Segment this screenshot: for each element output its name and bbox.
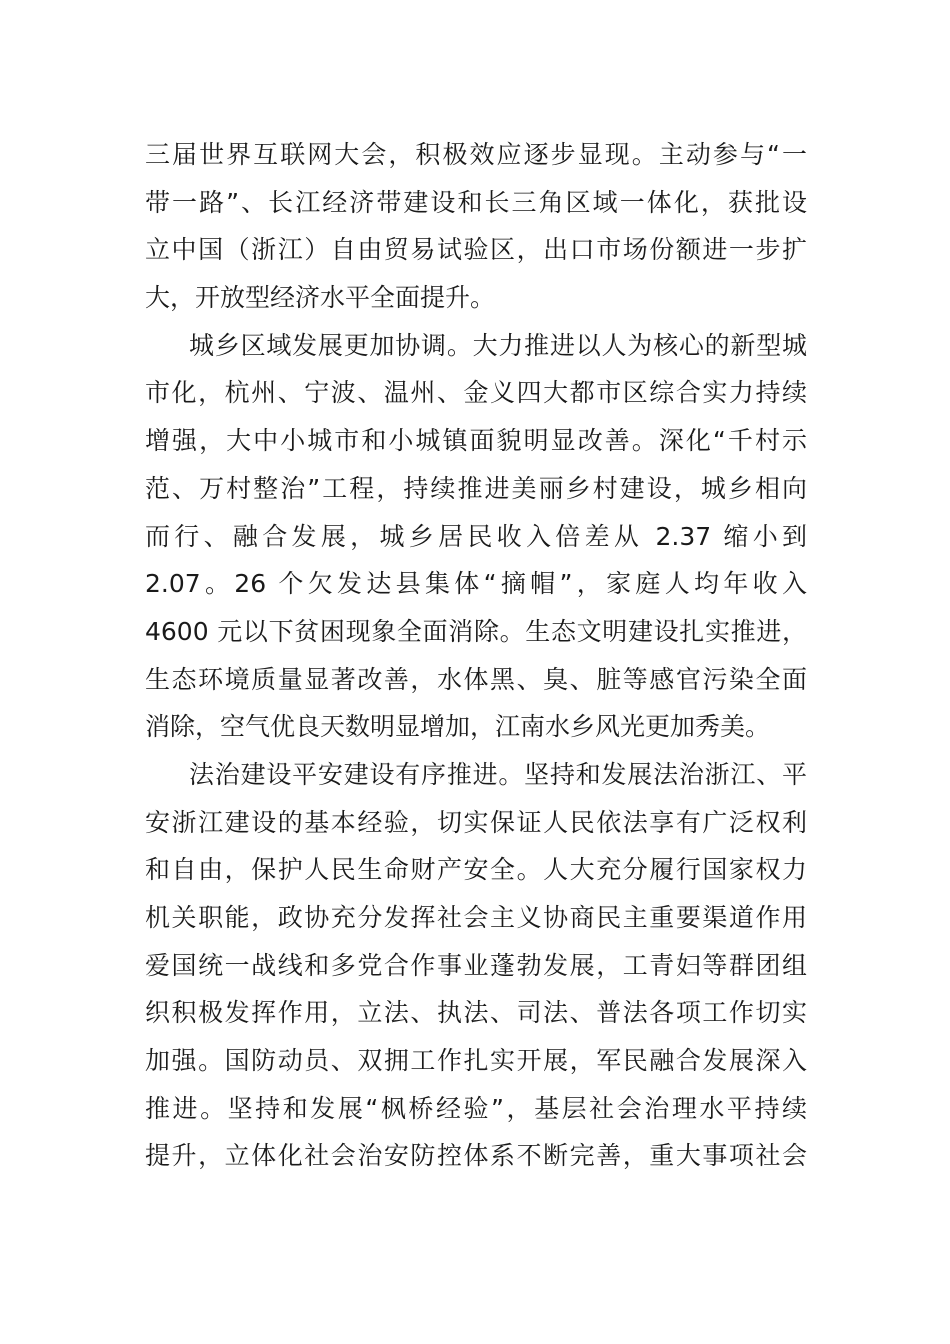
text-line: 生态环境质量显著改善，水体黑、臭、脏等感官污染全面 xyxy=(145,664,807,694)
text-line: 2.07。26 个欠发达县集体“摘帽”，家庭人均年收入 xyxy=(145,569,807,599)
text-line: 市化，杭州、宁波、温州、金义四大都市区综合实力持续 xyxy=(145,378,807,408)
paragraph-opening-continuation xyxy=(145,131,807,322)
text-line: 爱国统一战线和多党合作事业蓬勃发展，工青妇等群团组 xyxy=(145,950,807,980)
text-line: 而行、融合发展，城乡居民收入倍差从 2.37 缩小到 xyxy=(145,521,807,551)
text-line: 安浙江建设的基本经验，切实保证人民依法享有广泛权利 xyxy=(145,807,807,837)
paragraph-rule-of-law xyxy=(145,751,807,1180)
text-line: 三届世界互联网大会，积极效应逐步显现。主动参与“一 xyxy=(145,140,807,169)
text-line: 机关职能，政协充分发挥社会主义协商民主重要渠道作用 xyxy=(145,903,807,932)
text-line: 增强，大中小城市和小城镇面貌明显改善。深化“千村示 xyxy=(145,426,807,456)
text-line: 法治建设平安建设有序推进。坚持和发展法治浙江、平 xyxy=(189,759,807,789)
text-line: 带一路”、长江经济带建设和长三角区域一体化，获批设 xyxy=(145,187,807,217)
text-line: 立中国（浙江）自由贸易试验区，出口市场份额进一步扩 xyxy=(145,235,807,265)
text-line: 范、万村整治”工程，持续推进美丽乡村建设，城乡相向 xyxy=(145,473,807,503)
text-line: 和自由，保护人民生命财产安全。人大充分履行国家权力 xyxy=(145,855,807,885)
text-line: 4600 元以下贫困现象全面消除。生态文明建设扎实推进， xyxy=(145,616,807,646)
text-line: 城乡区域发展更加协调。大力推进以人为核心的新型城 xyxy=(189,330,807,360)
text-line: 推进。坚持和发展“枫桥经验”，基层社会治理水平持续 xyxy=(145,1093,807,1123)
text-line: 消除，空气优良天数明显增加，江南水乡风光更加秀美。 xyxy=(145,712,771,742)
text-line: 大，开放型经济水平全面提升。 xyxy=(145,283,496,313)
document-body xyxy=(145,131,807,1180)
text-line: 织积极发挥作用，立法、执法、司法、普法各项工作切实 xyxy=(145,998,807,1028)
paragraph-urban-rural xyxy=(145,322,807,751)
text-line: 加强。国防动员、双拥工作扎实开展，军民融合发展深入 xyxy=(145,1046,807,1076)
text-line: 提升，立体化社会治安防控体系不断完善，重大事项社会 xyxy=(145,1141,807,1171)
